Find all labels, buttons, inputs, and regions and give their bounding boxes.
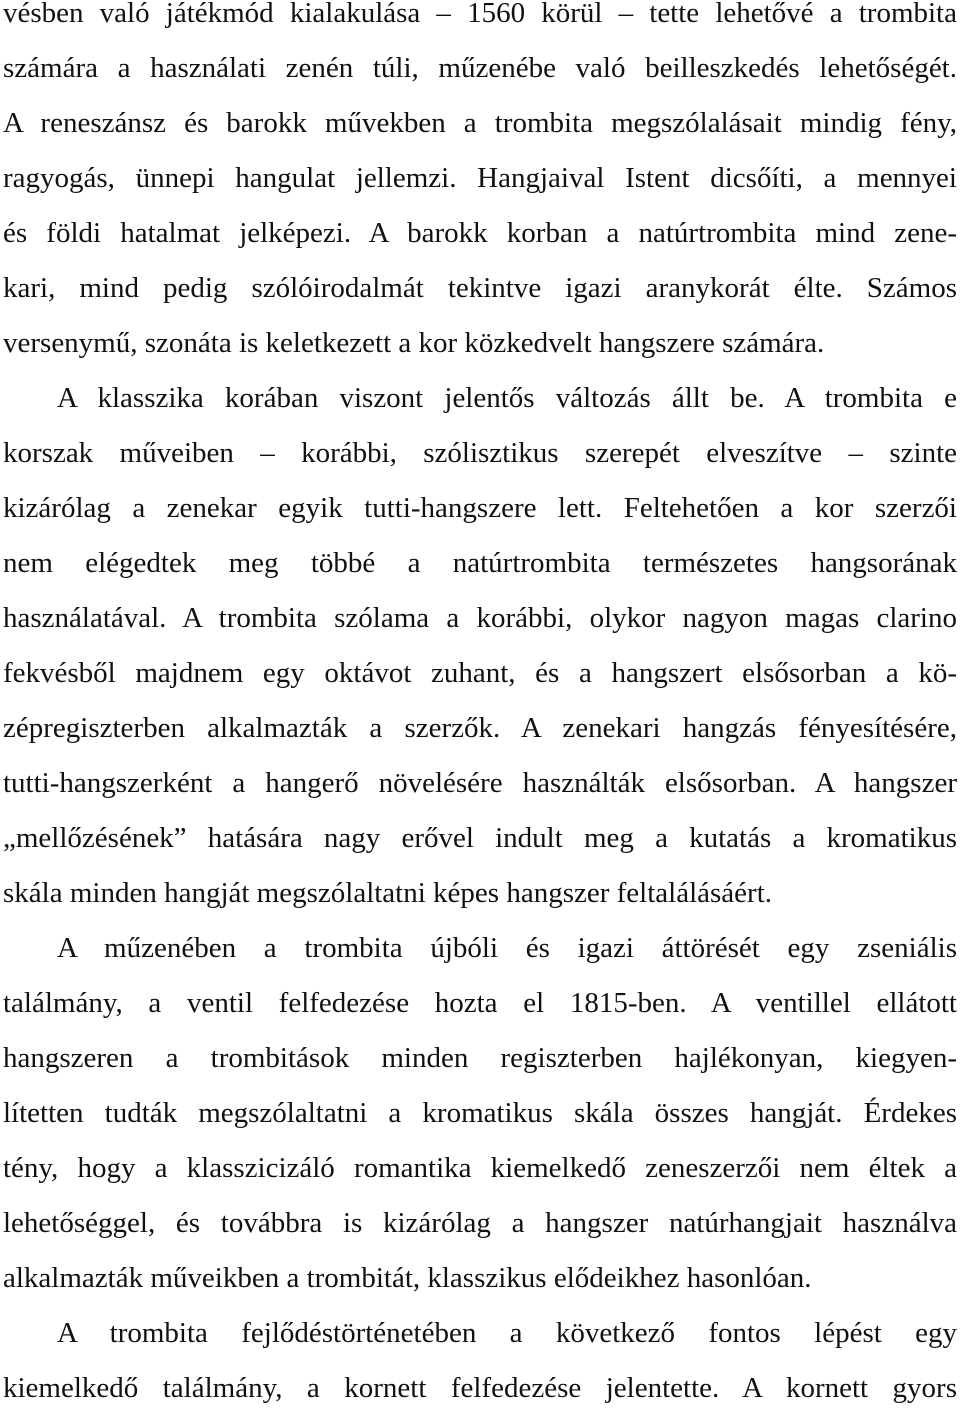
- text-line: alkalmazták műveikben a trombitát, klasszikus elődeikhez hasonlóan.: [3, 1262, 812, 1294]
- text-line: fekvésből majdnem egy oktávot zuhant, és a hangszert elsősorban a kö-: [3, 657, 957, 689]
- text-line: találmány, a ventil felfedezése hozta el 1815-ben. A ventillel ellátott: [3, 987, 957, 1019]
- text-line: korszak műveiben – korábbi, szólisztikus szerepét elveszítve – szinte: [3, 437, 957, 469]
- text-line: A reneszánsz és barokk művekben a trombita megszólalásait mindig fény,: [3, 107, 957, 139]
- text-line: nem elégedtek meg többé a natúrtrombita természetes hangsorának: [3, 547, 957, 579]
- text-line: lítetten tudták megszólaltatni a kromatikus skála összes hangját. Érdekes: [3, 1097, 957, 1129]
- paragraph-first-line: A trombita fejlődéstörténetében a következő fontos lépést egy: [57, 1317, 957, 1349]
- text-line: kari, mind pedig szólóirodalmát tekintve igazi aranykorát élte. Számos: [3, 272, 957, 304]
- text-line: tény, hogy a klasszicizáló romantika kiemelkedő zeneszerzői nem éltek a: [3, 1152, 957, 1184]
- text-line: tutti-hangszerként a hangerő növelésére használták elsősorban. A hangszer: [3, 767, 957, 799]
- paragraph-first-line: A műzenében a trombita újbóli és igazi áttörését egy zseniális: [57, 932, 957, 964]
- paragraph-first-line: A klasszika korában viszont jelentős változás állt be. A trombita e: [57, 382, 957, 414]
- text-line: vésben való játékmód kialakulása – 1560 körül – tette lehetővé a trombita: [3, 0, 957, 29]
- text-line: skála minden hangját megszólaltatni képes hangszer feltalálásáért.: [3, 877, 772, 909]
- text-line: ragyogás, ünnepi hangulat jellemzi. Hangjaival Istent dicsőíti, a mennyei: [3, 162, 957, 194]
- text-line: használatával. A trombita szólama a korábbi, olykor nagyon magas clarino: [3, 602, 957, 634]
- text-line: kizárólag a zenekar egyik tutti-hangszere lett. Feltehetően a kor szerzői: [3, 492, 957, 524]
- text-line: „mellőzésének” hatására nagy erővel indult meg a kutatás a kromatikus: [3, 822, 957, 854]
- text-line: hangszeren a trombitások minden regiszterben hajlékonyan, kiegyen-: [3, 1042, 957, 1074]
- text-line: és földi hatalmat jelképezi. A barokk korban a natúrtrombita mind zene-: [3, 217, 957, 249]
- text-line: kiemelkedő találmány, a kornett felfedezése jelentette. A kornett gyors: [3, 1372, 957, 1404]
- text-line: számára a használati zenén túli, műzenébe való beilleszkedés lehetőségét.: [3, 52, 957, 84]
- text-line: versenymű, szonáta is keletkezett a kor közkedvelt hangszere számára.: [3, 327, 825, 359]
- text-line: zépregiszterben alkalmazták a szerzők. A zenekari hangzás fényesítésére,: [3, 712, 957, 744]
- text-line: lehetőséggel, és továbbra is kizárólag a hangszer natúrhangjait használva: [3, 1207, 957, 1239]
